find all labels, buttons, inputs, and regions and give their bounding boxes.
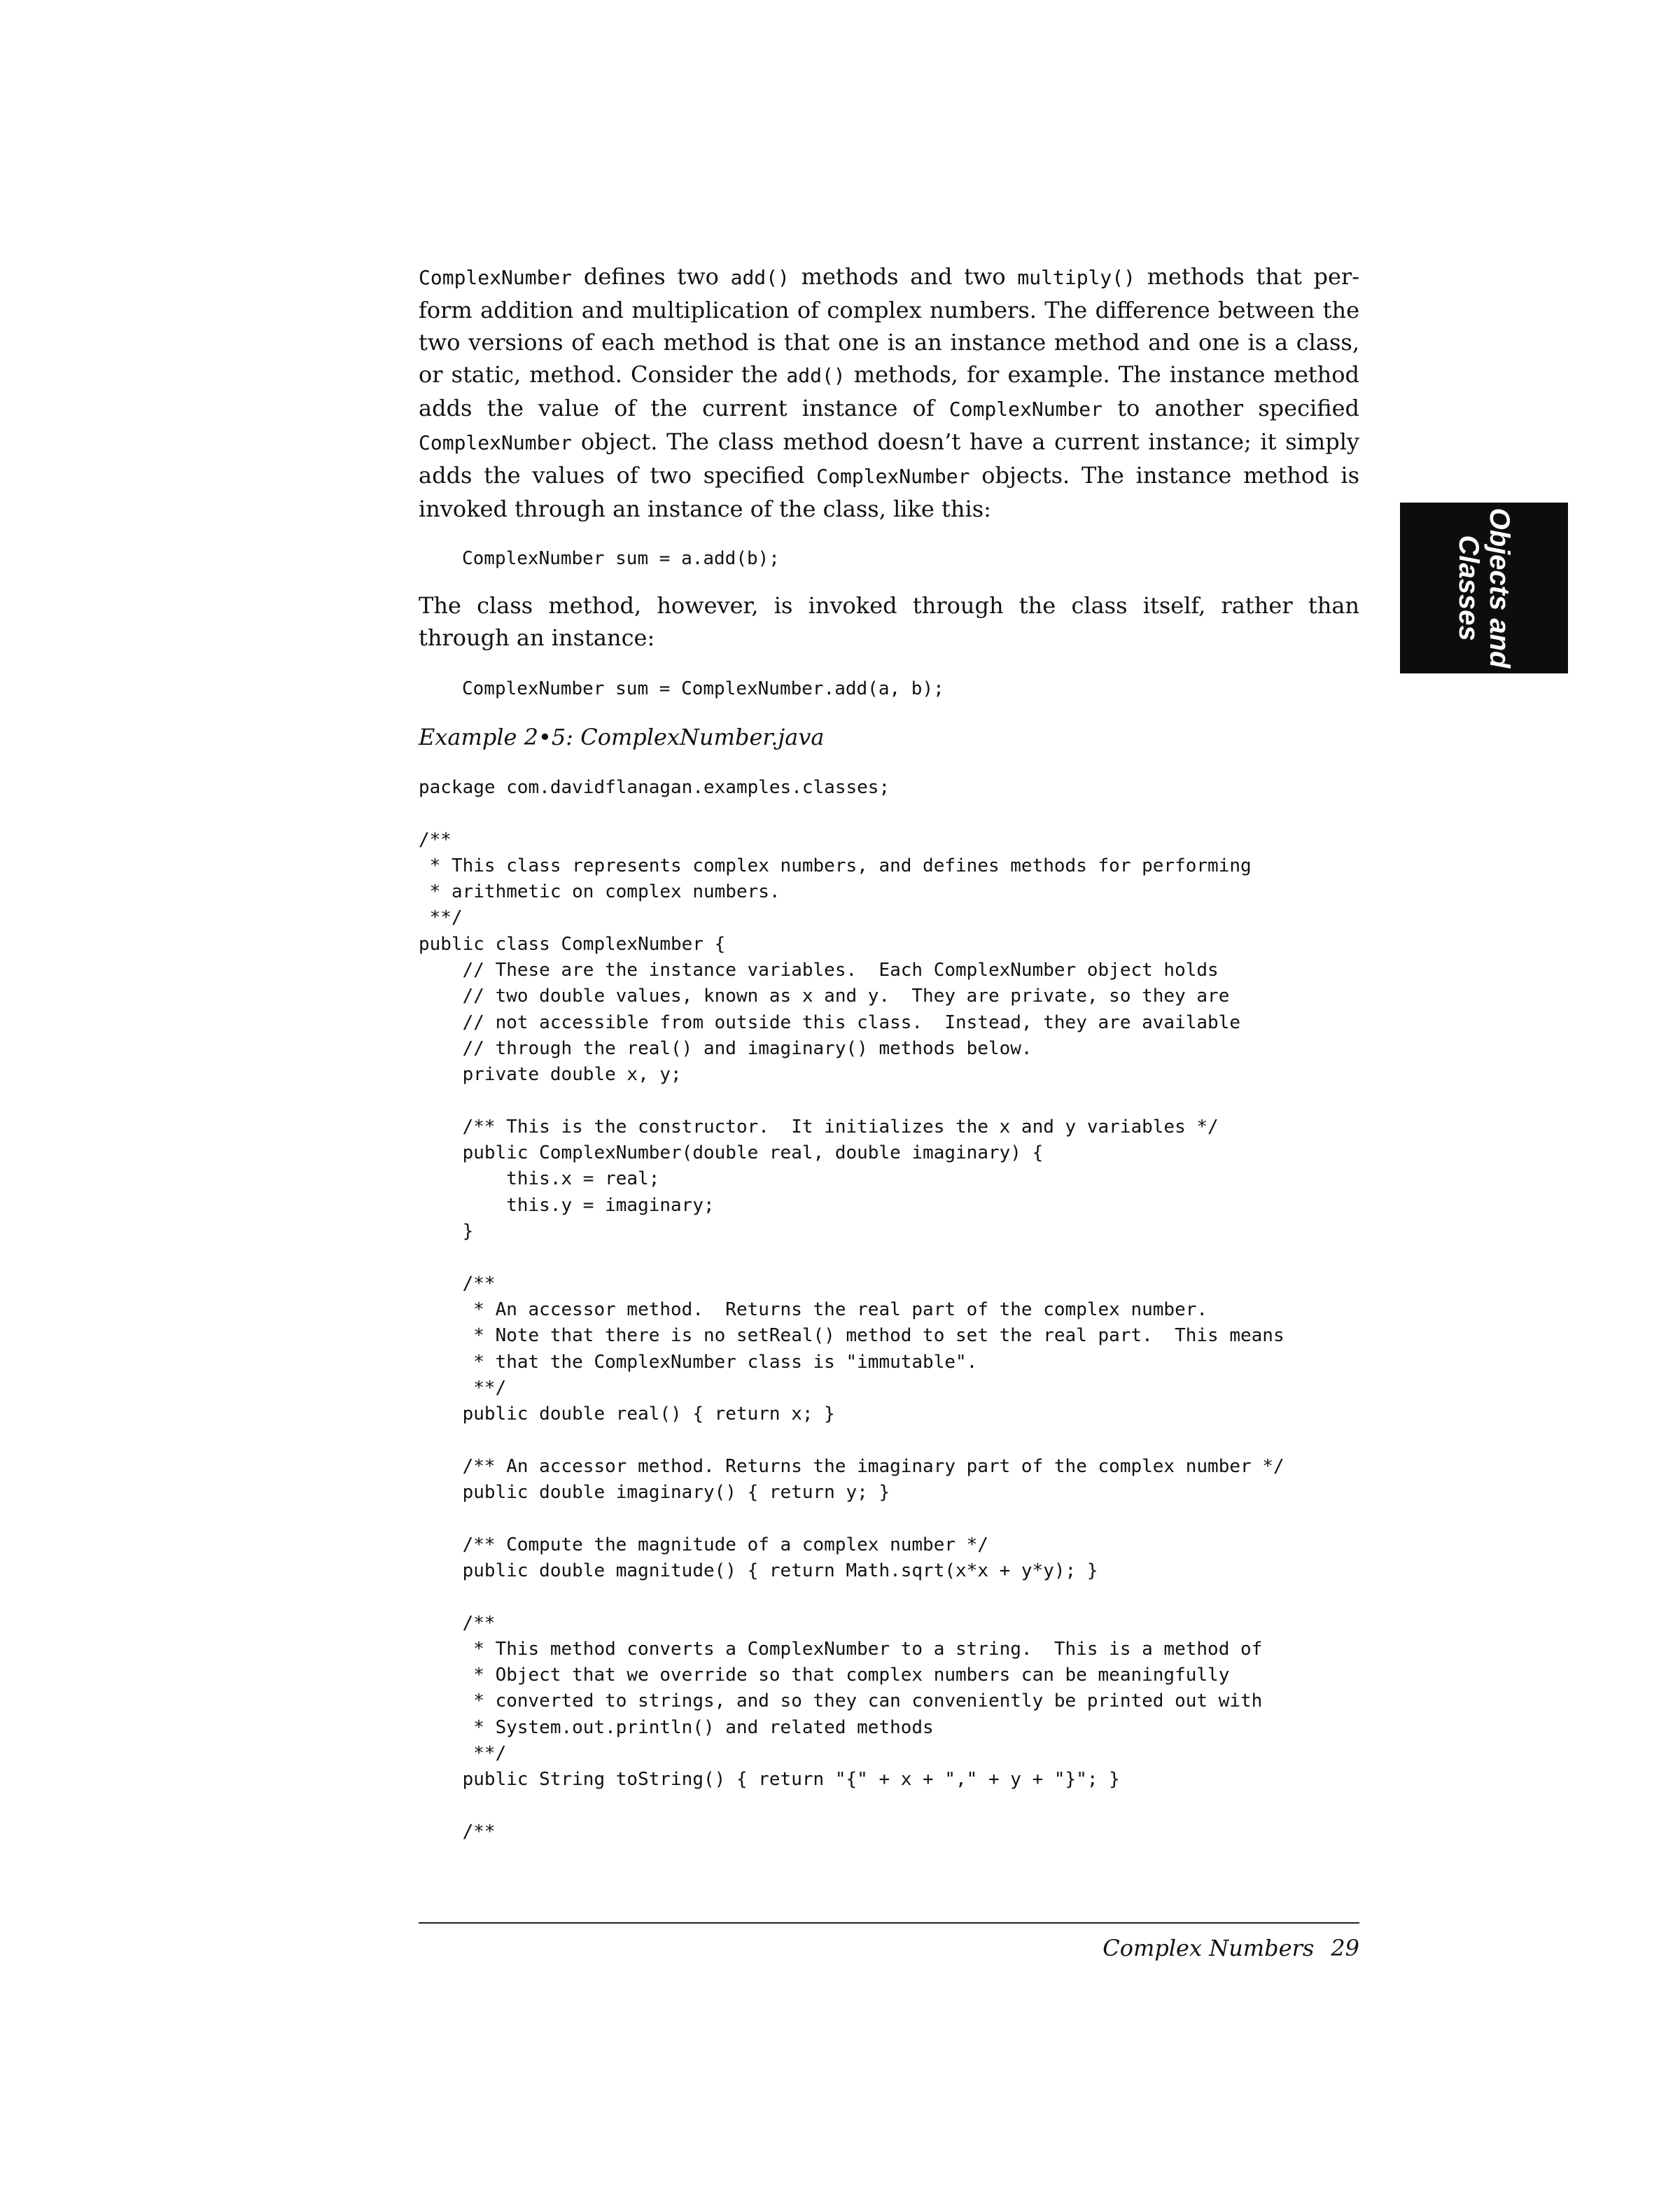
chapter-tab-line-2: Classes — [1453, 535, 1484, 641]
class-call-snippet: ComplexNumber sum = ComplexNumber.add(a, b); — [462, 678, 944, 699]
code-term: add() — [786, 364, 846, 387]
instance-call-snippet: ComplexNumber sum = a.add(b); — [462, 548, 780, 569]
chapter-tab-line-1: Objects and — [1484, 507, 1515, 668]
chapter-tab-label — [1453, 508, 1515, 668]
code-term: ComplexNumber — [419, 266, 573, 289]
code-term: ComplexNumber — [419, 431, 573, 454]
intro-paragraph: ComplexNumber defines two add() methods and two multiply() methods that per-form addition and multiplication of complex numbers. The difference between the two versions of each method is that one is an instance method and one is a class, or static, method. Consider the add() methods, for example. The instance method adds the value of the current instance of ComplexNumber to another specified ComplexNumber object. The class method doesn’t have a current instance; it simply adds the values of two specified ComplexNumber objects. The instance method is invoked through an instance of the class, like this: — [419, 263, 1360, 522]
code-term: multiply() — [1017, 266, 1135, 289]
example-caption: Example 2•5: ComplexNumber.java — [419, 724, 825, 750]
code-term: ComplexNumber — [816, 465, 970, 488]
code-term: ComplexNumber — [948, 398, 1103, 421]
code-term: add() — [730, 266, 790, 289]
class-method-paragraph: The class method, however, is invoked through the class itself, rather than through an instance: — [419, 592, 1359, 651]
code-listing: package com.davidflanagan.examples.classes; /** * This class represents complex numbers, and defines methods for performing * arithmetic on complex numbers. **/ public class ComplexNumber { // These are the instance variables. Each ComplexNumber object holds // two double values, known as x and y. They are private, so they are // not accessible from outside this class. Instead, they are available // through the real() and imaginary() methods below. private double x, y; /** This is the constructor. It initializes the x and y variables */ public ComplexNumber(double real, double imaginary) { this.x = real; this.y = imaginary; } /** * An accessor method. Returns the real part of the complex number. * Note that there is no setReal() method to set the real part. This means * that the ComplexNumber class is "immutable". **/ public double real() { return x; } /** An accessor method. Returns the imaginary part of the complex number */ public double imaginary() { return y; } /** Compute the magnitude of a complex number */ public double magnitude() { return Math.sqrt(x*x + y*y); } /** * This method converts a ComplexNumber to a string. This is a method of * Object that we override so that complex numbers can be meaningfully * converted to strings, and so they can conveniently be printed out with * System.out.println() and related methods **/ public String toString() { return "{" + x + "," + y + "}"; } /** — [419, 777, 1284, 1842]
page-footer — [419, 1932, 1359, 1964]
footer-section-title: Complex Numbers — [1102, 1935, 1315, 1961]
footer-rule — [419, 1922, 1359, 1924]
chapter-thumb-tab — [1400, 503, 1568, 673]
page-number: 29 — [1331, 1935, 1359, 1961]
